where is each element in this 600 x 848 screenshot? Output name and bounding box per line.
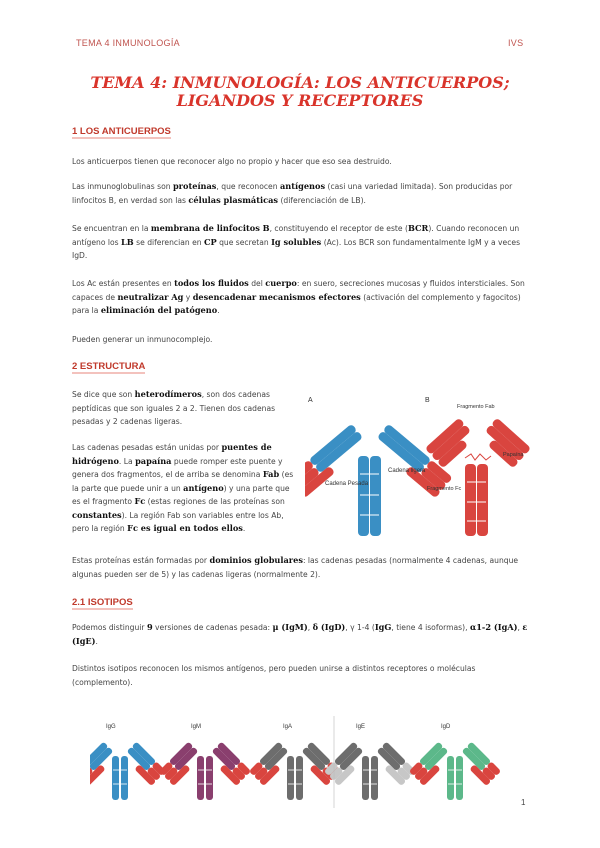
isotype-label: IgE bbox=[356, 724, 366, 730]
page-title bbox=[40, 74, 560, 110]
s2-paragraph-3: Estas proteínas están formadas por dominios globulares: las cadenas pesadas (normalmente 4 cadenas, aunque algunas pueden ser de 5) y las cadenas ligeras (normalmente 2). bbox=[72, 555, 519, 579]
s21-paragraph-1: Podemos distinguir 9 versiones de cadenas pesada: μ (IgM), δ (IgD), γ 1-4 (IgG, tiene 4 isoformas), α1-2 (IgA), ε (IgE). bbox=[72, 622, 528, 646]
antibody-a bbox=[305, 424, 453, 536]
page-number: 1 bbox=[521, 798, 526, 807]
label-papaina: Papaína bbox=[503, 452, 524, 458]
isotypes-svg bbox=[90, 712, 502, 812]
s1-paragraph-1: Los anticuerpos tienen que reconocer algo no propio y hacer que eso sea destruido. bbox=[72, 157, 392, 166]
isotype-label: IgA bbox=[283, 724, 293, 730]
title-line-1: TEMA 4: INMUNOLOGÍA: LOS ANTICUERPOS; bbox=[90, 73, 510, 92]
section-heading-1: 1 LOS ANTICUERPOS bbox=[72, 126, 171, 137]
antibody-structure-svg bbox=[305, 390, 533, 542]
isotype-igd bbox=[409, 724, 501, 800]
label-fragmento-fab: Fragmento Fab bbox=[457, 404, 495, 410]
isotype-igg bbox=[90, 724, 166, 800]
s2-paragraph-1: Se dice que son heterodímeros, son dos cadenas peptídicas que son iguales 2 a 2. Tienen dos cadenas pesadas y 2 cadenas ligeras. bbox=[72, 389, 276, 426]
s21-paragraph-2: Distintos isotipos reconocen los mismos antígenos, pero pueden unirse a distintos receptores o moléculas (complemento). bbox=[72, 664, 476, 687]
isotype-label: IgD bbox=[441, 724, 451, 730]
panel-a-label: A bbox=[308, 397, 313, 404]
label-cadena-ligera: Cadena ligera bbox=[388, 468, 426, 474]
label-cadena-pesada: Cadena Pesada bbox=[325, 481, 369, 487]
section-heading-2: 2 ESTRUCTURA bbox=[72, 361, 146, 372]
antibody-structure-figure bbox=[305, 390, 533, 542]
header-left: TEMA 4 INMUNOLOGÍA bbox=[76, 38, 180, 48]
isotype-igm bbox=[159, 724, 251, 800]
panel-b-label: B bbox=[425, 397, 430, 404]
section-heading-2-1: 2.1 ISOTIPOS bbox=[72, 597, 133, 608]
isotype-label: IgG bbox=[106, 724, 116, 730]
isotype-label: IgM bbox=[191, 724, 202, 730]
label-fragmento-fc: Fragmento Fc bbox=[427, 486, 462, 492]
s1-paragraph-4: Los Ac están presentes en todos los fluidos del cuerpo: en suero, secreciones mucosas y fluidos intersticiales. Son capaces de neutralizar Ag y desencadenar mecanismos efectores (activación del complemento y fagocitos) para la eliminación del patógeno. bbox=[72, 278, 525, 315]
isotype-ige bbox=[324, 724, 416, 800]
s1-paragraph-2: Las inmunoglobulinas son proteínas, que reconocen antígenos (casi una variedad limitada). Son producidas por linfocitos B, en verdad son las células plasmáticas (diferenciación de LB). bbox=[72, 181, 513, 205]
s1-paragraph-5: Pueden generar un inmunocomplejo. bbox=[72, 335, 213, 344]
header-right: IVS bbox=[508, 38, 524, 48]
isotypes-figure bbox=[90, 712, 502, 812]
s2-paragraph-2: Las cadenas pesadas están unidas por puentes de hidrógeno. La papaína puede romper este puente y genera dos fragmentos, el de arriba se denomina Fab (es la parte que puede unir a un antígeno) y una parte que es el fragmento Fc (estas regiones de las proteínas son constantes). La región Fab son variables entre los Ab, pero la región Fc es igual en todos ellos. bbox=[72, 442, 294, 533]
title-line-2: LIGANDOS Y RECEPTORES bbox=[176, 91, 424, 110]
s1-paragraph-3: Se encuentran en la membrana de linfocitos B, constituyendo el receptor de este (BCR). Cuando reconocen un antígeno los LB se diferencian en CP que secretan Ig solubles (Ac). Los BCR son fundamentalmente IgM y a veces IgD. bbox=[72, 223, 521, 260]
isotype-iga bbox=[249, 724, 341, 800]
